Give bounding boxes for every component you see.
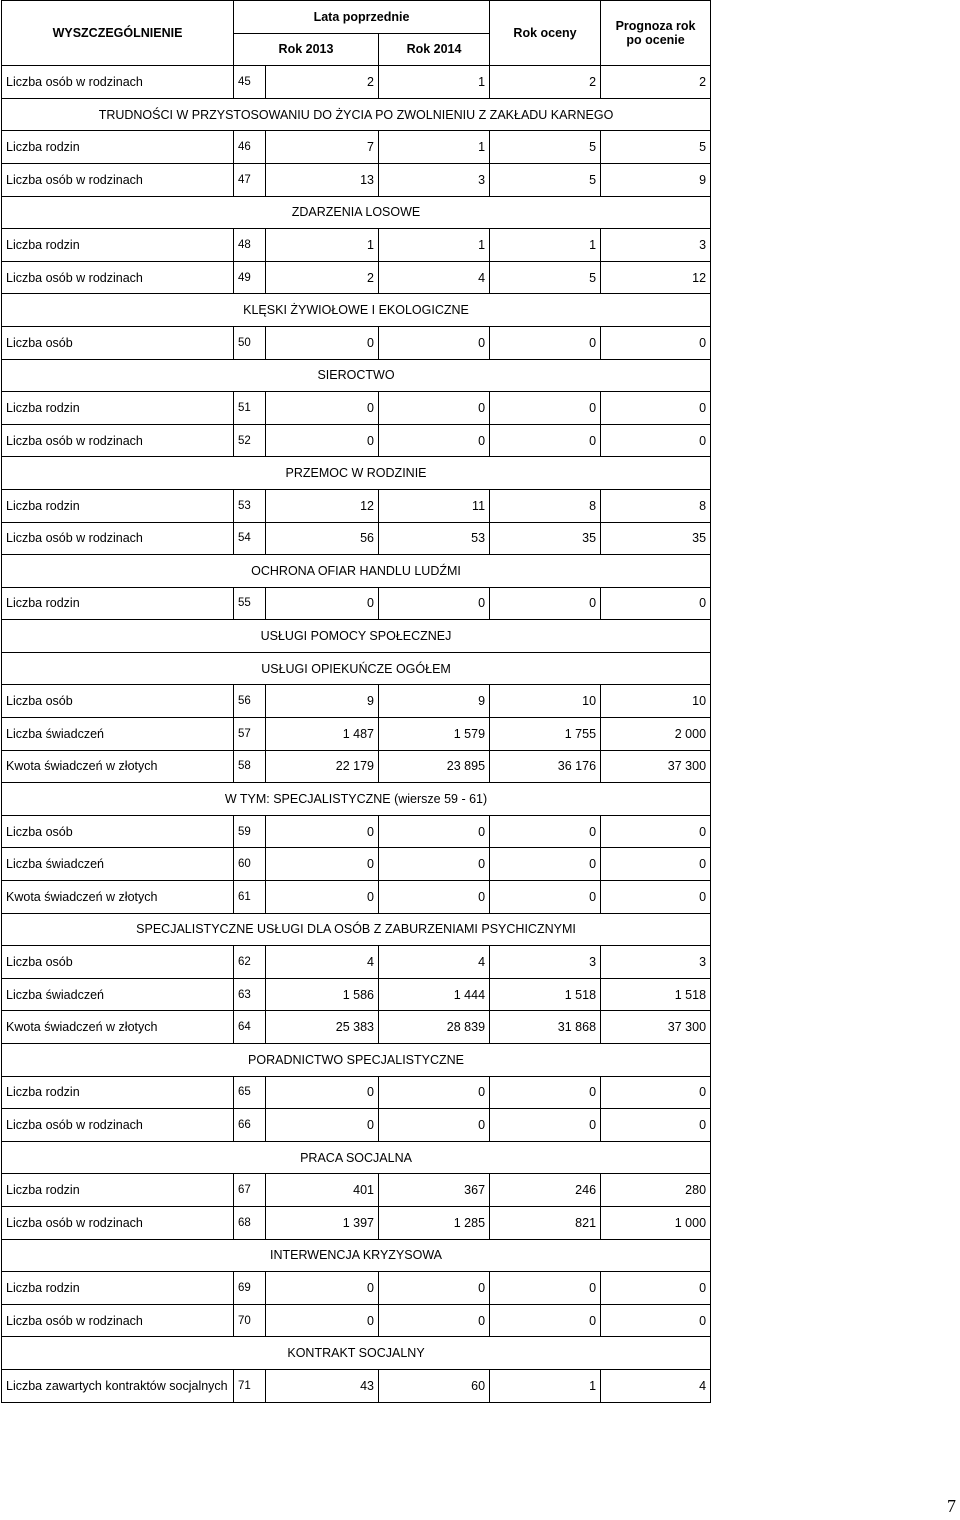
value-forecast: 0	[601, 326, 711, 359]
value-assessment-year: 0	[490, 881, 601, 914]
table-row	[2, 946, 711, 979]
value-assessment-year: 1 755	[490, 718, 601, 751]
section-title: SPECJALISTYCZNE USŁUGI DLA OSÓB Z ZABURZENIAMI PSYCHICZNYMI	[2, 913, 711, 946]
section-title: KONTRAKT SOCJALNY	[2, 1337, 711, 1370]
section-row	[2, 1044, 711, 1077]
value-2014: 53	[379, 522, 490, 555]
value-assessment-year: 35	[490, 522, 601, 555]
value-assessment-year: 0	[490, 1304, 601, 1337]
row-number: 64	[234, 1011, 266, 1044]
value-forecast: 10	[601, 685, 711, 718]
value-2013: 4	[266, 946, 379, 979]
table-row	[2, 750, 711, 783]
value-2014: 23 895	[379, 750, 490, 783]
value-assessment-year: 1 518	[490, 978, 601, 1011]
row-number: 60	[234, 848, 266, 881]
row-number: 52	[234, 424, 266, 457]
section-title: INTERWENCJA KRYZYSOWA	[2, 1239, 711, 1272]
table-row	[2, 522, 711, 555]
section-row	[2, 196, 711, 229]
table-row	[2, 424, 711, 457]
section-title: ZDARZENIA LOSOWE	[2, 196, 711, 229]
value-2013: 0	[266, 326, 379, 359]
row-label: Liczba świadczeń	[2, 978, 234, 1011]
row-number: 50	[234, 326, 266, 359]
table-body	[2, 66, 711, 1402]
value-forecast: 5	[601, 131, 711, 164]
value-forecast: 0	[601, 392, 711, 425]
section-title: PORADNICTWO SPECJALISTYCZNE	[2, 1044, 711, 1077]
value-2013: 0	[266, 1076, 379, 1109]
value-2013: 1 487	[266, 718, 379, 751]
row-label: Kwota świadczeń w złotych	[2, 881, 234, 914]
value-2013: 0	[266, 1109, 379, 1142]
row-label: Kwota świadczeń w złotych	[2, 1011, 234, 1044]
table-row	[2, 131, 711, 164]
row-number: 51	[234, 392, 266, 425]
value-forecast: 3	[601, 229, 711, 262]
section-row	[2, 652, 711, 685]
table-row	[2, 392, 711, 425]
value-assessment-year: 0	[490, 1109, 601, 1142]
value-forecast: 9	[601, 163, 711, 196]
row-label: Liczba rodzin	[2, 587, 234, 620]
value-2013: 56	[266, 522, 379, 555]
table-row	[2, 229, 711, 262]
row-number: 66	[234, 1109, 266, 1142]
header-forecast-line1: Prognoza rok	[615, 19, 696, 34]
value-2013: 0	[266, 392, 379, 425]
header-description: WYSZCZEGÓLNIENIE	[2, 1, 234, 66]
row-label: Liczba osób	[2, 946, 234, 979]
section-row	[2, 1141, 711, 1174]
value-assessment-year: 0	[490, 848, 601, 881]
statistics-table	[1, 0, 711, 1403]
row-label: Liczba osób	[2, 685, 234, 718]
table-row	[2, 1272, 711, 1305]
header-forecast-line2: po ocenie	[626, 33, 685, 48]
table-row	[2, 1206, 711, 1239]
table-row	[2, 1369, 711, 1402]
row-number: 49	[234, 261, 266, 294]
value-forecast: 280	[601, 1174, 711, 1207]
row-label: Liczba osób w rodzinach	[2, 522, 234, 555]
table-row	[2, 587, 711, 620]
value-2013: 401	[266, 1174, 379, 1207]
row-number: 56	[234, 685, 266, 718]
row-label: Kwota świadczeń w złotych	[2, 750, 234, 783]
value-2013: 12	[266, 489, 379, 522]
value-assessment-year: 0	[490, 587, 601, 620]
value-assessment-year: 0	[490, 1272, 601, 1305]
row-label: Liczba osób w rodzinach	[2, 1304, 234, 1337]
value-forecast: 12	[601, 261, 711, 294]
section-row	[2, 783, 711, 816]
section-row	[2, 620, 711, 653]
row-number: 59	[234, 815, 266, 848]
section-title: TRUDNOŚCI W PRZYSTOSOWANIU DO ŻYCIA PO ZWOLNIENIU Z ZAKŁADU KARNEGO	[2, 98, 711, 131]
value-2014: 0	[379, 1304, 490, 1337]
table-row	[2, 163, 711, 196]
table-row	[2, 489, 711, 522]
row-label: Liczba rodzin	[2, 1272, 234, 1305]
section-row	[2, 294, 711, 327]
row-label: Liczba rodzin	[2, 229, 234, 262]
value-forecast: 0	[601, 881, 711, 914]
section-title: KLĘSKI ŻYWIOŁOWE I EKOLOGICZNE	[2, 294, 711, 327]
table-row	[2, 1304, 711, 1337]
header-previous-years: Lata poprzednie	[234, 1, 490, 34]
value-2013: 0	[266, 1272, 379, 1305]
value-assessment-year: 0	[490, 392, 601, 425]
value-2014: 4	[379, 261, 490, 294]
value-2013: 0	[266, 1304, 379, 1337]
value-forecast: 0	[601, 587, 711, 620]
row-label: Liczba osób w rodzinach	[2, 1109, 234, 1142]
row-label: Liczba osób w rodzinach	[2, 424, 234, 457]
row-number: 54	[234, 522, 266, 555]
value-2014: 3	[379, 163, 490, 196]
value-forecast: 0	[601, 1272, 711, 1305]
value-2014: 0	[379, 326, 490, 359]
section-title: USŁUGI POMOCY SPOŁECZNEJ	[2, 620, 711, 653]
value-2013: 13	[266, 163, 379, 196]
table-row	[2, 1076, 711, 1109]
value-forecast: 2	[601, 66, 711, 99]
row-label: Liczba rodzin	[2, 131, 234, 164]
header-assessment-year: Rok oceny	[490, 1, 601, 66]
value-assessment-year: 31 868	[490, 1011, 601, 1044]
value-assessment-year: 36 176	[490, 750, 601, 783]
value-2013: 9	[266, 685, 379, 718]
section-row	[2, 555, 711, 588]
table-row	[2, 66, 711, 99]
value-assessment-year: 2	[490, 66, 601, 99]
table-row	[2, 326, 711, 359]
value-2014: 0	[379, 848, 490, 881]
header-year-2014: Rok 2014	[379, 33, 490, 66]
section-title: W TYM: SPECJALISTYCZNE (wiersze 59 - 61)	[2, 783, 711, 816]
value-2013: 22 179	[266, 750, 379, 783]
value-2014: 11	[379, 489, 490, 522]
row-label: Liczba osób	[2, 815, 234, 848]
value-forecast: 0	[601, 1109, 711, 1142]
value-2013: 1 586	[266, 978, 379, 1011]
section-row	[2, 913, 711, 946]
value-2014: 1 285	[379, 1206, 490, 1239]
value-2014: 0	[379, 424, 490, 457]
row-label: Liczba rodzin	[2, 1174, 234, 1207]
value-2014: 0	[379, 881, 490, 914]
value-assessment-year: 8	[490, 489, 601, 522]
value-2013: 0	[266, 848, 379, 881]
value-forecast: 3	[601, 946, 711, 979]
row-label: Liczba osób	[2, 326, 234, 359]
section-title: SIEROCTWO	[2, 359, 711, 392]
row-number: 71	[234, 1369, 266, 1402]
value-forecast: 0	[601, 424, 711, 457]
value-assessment-year: 5	[490, 261, 601, 294]
value-forecast: 0	[601, 815, 711, 848]
value-2014: 1 444	[379, 978, 490, 1011]
value-2014: 0	[379, 1109, 490, 1142]
value-2013: 0	[266, 815, 379, 848]
row-label: Liczba rodzin	[2, 489, 234, 522]
row-label: Liczba osób w rodzinach	[2, 163, 234, 196]
section-title: PRACA SOCJALNA	[2, 1141, 711, 1174]
value-2014: 0	[379, 1076, 490, 1109]
section-row	[2, 1337, 711, 1370]
value-2014: 9	[379, 685, 490, 718]
row-number: 70	[234, 1304, 266, 1337]
value-forecast: 37 300	[601, 750, 711, 783]
section-row	[2, 457, 711, 490]
row-label: Liczba zawartych kontraktów socjalnych	[2, 1369, 234, 1402]
value-forecast: 0	[601, 848, 711, 881]
section-row	[2, 359, 711, 392]
row-number: 47	[234, 163, 266, 196]
value-assessment-year: 1	[490, 1369, 601, 1402]
row-number: 68	[234, 1206, 266, 1239]
row-label: Liczba rodzin	[2, 1076, 234, 1109]
value-forecast: 1 518	[601, 978, 711, 1011]
table-row	[2, 1174, 711, 1207]
value-forecast: 2 000	[601, 718, 711, 751]
value-2013: 0	[266, 587, 379, 620]
row-number: 62	[234, 946, 266, 979]
table-row	[2, 815, 711, 848]
row-number: 55	[234, 587, 266, 620]
row-number: 57	[234, 718, 266, 751]
row-label: Liczba osób w rodzinach	[2, 261, 234, 294]
row-number: 65	[234, 1076, 266, 1109]
header-forecast	[601, 1, 711, 66]
section-row	[2, 1239, 711, 1272]
table-row	[2, 685, 711, 718]
value-2014: 0	[379, 392, 490, 425]
value-2013: 7	[266, 131, 379, 164]
section-title: USŁUGI OPIEKUŃCZE OGÓŁEM	[2, 652, 711, 685]
row-number: 63	[234, 978, 266, 1011]
value-2013: 1 397	[266, 1206, 379, 1239]
value-2014: 1	[379, 229, 490, 262]
table-row	[2, 848, 711, 881]
value-2014: 60	[379, 1369, 490, 1402]
value-forecast: 8	[601, 489, 711, 522]
value-2013: 43	[266, 1369, 379, 1402]
table-row	[2, 978, 711, 1011]
value-assessment-year: 3	[490, 946, 601, 979]
row-label: Liczba rodzin	[2, 392, 234, 425]
table-row	[2, 1109, 711, 1142]
value-2013: 0	[266, 424, 379, 457]
value-assessment-year: 5	[490, 163, 601, 196]
value-assessment-year: 0	[490, 326, 601, 359]
value-2013: 2	[266, 261, 379, 294]
row-label: Liczba osób w rodzinach	[2, 66, 234, 99]
table-row	[2, 718, 711, 751]
value-2013: 25 383	[266, 1011, 379, 1044]
value-2014: 4	[379, 946, 490, 979]
value-assessment-year: 5	[490, 131, 601, 164]
value-2014: 1 579	[379, 718, 490, 751]
section-title: OCHRONA OFIAR HANDLU LUDŹMI	[2, 555, 711, 588]
page-number: 7	[947, 1496, 956, 1516]
value-assessment-year: 0	[490, 424, 601, 457]
table-row	[2, 261, 711, 294]
section-row	[2, 98, 711, 131]
row-number: 53	[234, 489, 266, 522]
header-year-2013: Rok 2013	[234, 33, 379, 66]
row-number: 61	[234, 881, 266, 914]
value-2014: 0	[379, 587, 490, 620]
value-2013: 0	[266, 881, 379, 914]
value-assessment-year: 0	[490, 815, 601, 848]
value-2013: 2	[266, 66, 379, 99]
value-assessment-year: 10	[490, 685, 601, 718]
section-title: PRZEMOC W RODZINIE	[2, 457, 711, 490]
value-2013: 1	[266, 229, 379, 262]
row-number: 46	[234, 131, 266, 164]
row-label: Liczba osób w rodzinach	[2, 1206, 234, 1239]
value-forecast: 35	[601, 522, 711, 555]
row-number: 69	[234, 1272, 266, 1305]
row-number: 48	[234, 229, 266, 262]
row-label: Liczba świadczeń	[2, 848, 234, 881]
value-forecast: 37 300	[601, 1011, 711, 1044]
value-forecast: 1 000	[601, 1206, 711, 1239]
row-number: 58	[234, 750, 266, 783]
value-forecast: 0	[601, 1304, 711, 1337]
table-row	[2, 1011, 711, 1044]
value-assessment-year: 0	[490, 1076, 601, 1109]
value-2014: 1	[379, 66, 490, 99]
value-2014: 1	[379, 131, 490, 164]
table-row	[2, 881, 711, 914]
value-forecast: 0	[601, 1076, 711, 1109]
value-assessment-year: 821	[490, 1206, 601, 1239]
row-number: 45	[234, 66, 266, 99]
row-number: 67	[234, 1174, 266, 1207]
value-forecast: 4	[601, 1369, 711, 1402]
row-label: Liczba świadczeń	[2, 718, 234, 751]
value-2014: 0	[379, 815, 490, 848]
value-2014: 367	[379, 1174, 490, 1207]
value-assessment-year: 246	[490, 1174, 601, 1207]
table-header	[2, 1, 711, 66]
value-assessment-year: 1	[490, 229, 601, 262]
value-2014: 0	[379, 1272, 490, 1305]
value-2014: 28 839	[379, 1011, 490, 1044]
